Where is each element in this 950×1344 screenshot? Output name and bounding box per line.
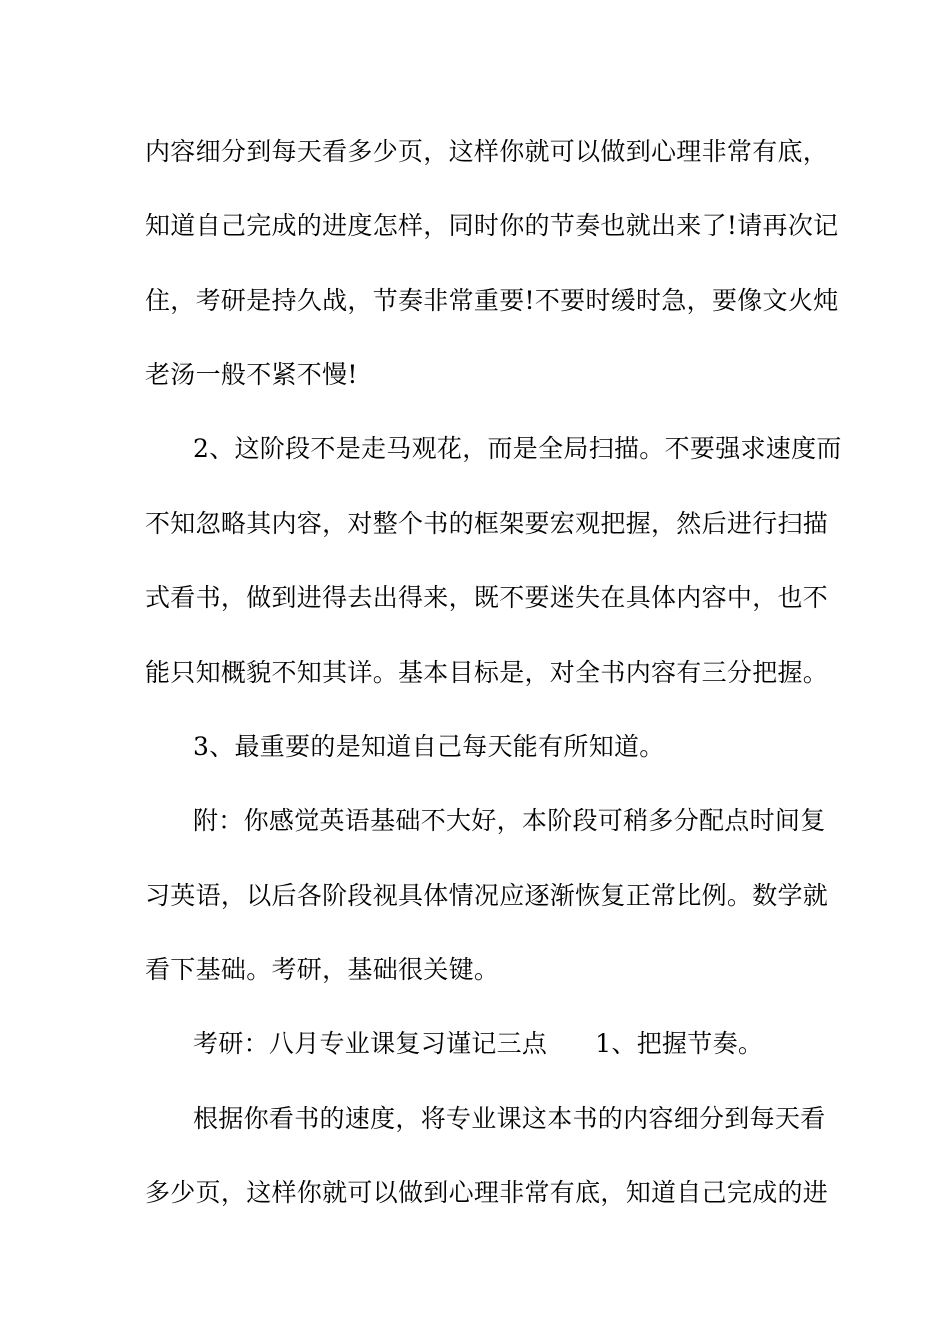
text-line: 能只知概貌不知其详。基本目标是，对全书内容有三分把握。 xyxy=(145,658,829,687)
text-line: 老汤一般不紧不慢! xyxy=(145,360,358,389)
text-line: 不知忽略其内容，对整个书的框架要宏观把握，然后进行扫描 xyxy=(145,509,829,538)
text-line: 内容细分到每天看多少页，这样你就可以做到心理非常有底， xyxy=(145,137,829,166)
text-line: 住，考研是持久战，节奏非常重要!不要时缓时急，要像文火炖 xyxy=(145,286,839,315)
paragraph-start-note: 附：你感觉英语基础不大好，本阶段可稍多分配点时间复 xyxy=(193,806,826,835)
text-line: 多少页，这样你就可以做到心理非常有底，知道自己完成的进 xyxy=(145,1178,829,1207)
text-line: 看下基础。考研，基础很关键。 xyxy=(145,955,500,984)
heading-title: 考研：八月专业课复习谨记三点 xyxy=(193,1029,548,1058)
section-heading xyxy=(193,1028,763,1060)
heading-point: 1、把握节奏。 xyxy=(595,1029,764,1058)
text-line: 知道自己完成的进度怎样，同时你的节奏也就出来了!请再次记 xyxy=(145,211,839,240)
paragraph-start-2: 2、这阶段不是走马观花，而是全局扫描。不要强求速度而 xyxy=(193,434,842,463)
paragraph-start-3: 3、最重要的是知道自己每天能有所知道。 xyxy=(193,732,665,761)
paragraph-start: 根据你看书的速度，将专业课这本书的内容细分到每天看 xyxy=(193,1104,826,1133)
text-line: 式看书，做到进得去出得来，既不要迷失在具体内容中，也不 xyxy=(145,583,829,612)
text-line: 习英语，以后各阶段视具体情况应逐渐恢复正常比例。数学就 xyxy=(145,881,829,910)
